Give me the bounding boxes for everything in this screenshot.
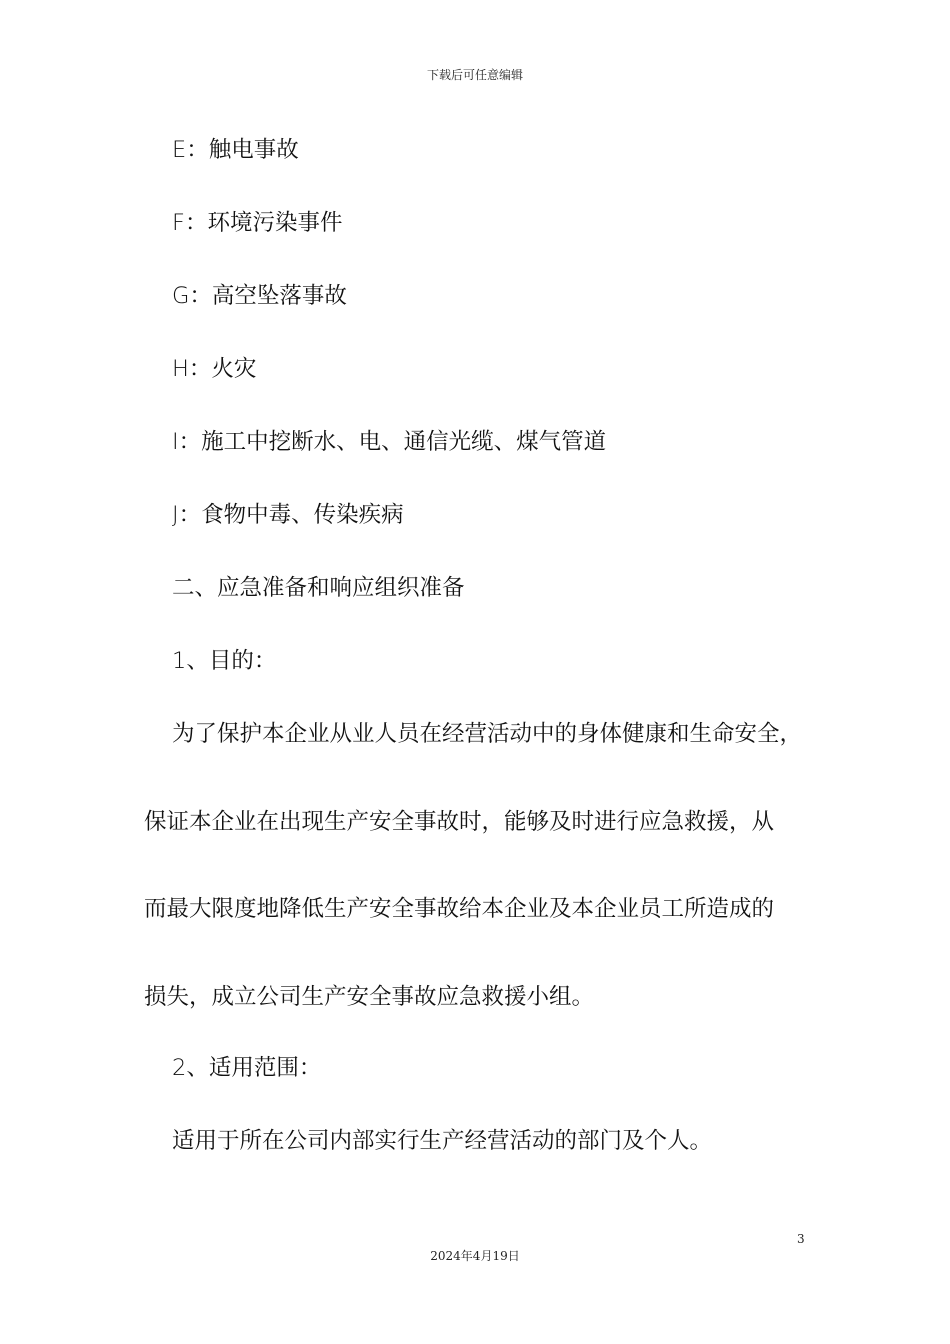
page-number: 3: [797, 1232, 805, 1246]
section-heading: 二、应急准备和响应组织准备: [172, 575, 465, 601]
purpose-paragraph-line-2: 保证本企业在出现生产安全事故时，能够及时进行应急救援，从: [144, 809, 775, 835]
purpose-paragraph-line-3: 而最大限度地降低生产安全事故给本企业及本企业员工所造成的: [144, 896, 775, 922]
scope-heading: 2、适用范围：: [172, 1055, 322, 1081]
purpose-paragraph-line-1: 为了保护本企业从业人员在经营活动中的身体健康和生命安全，: [172, 721, 803, 747]
header-note: 下载后可任意编辑: [426, 68, 523, 82]
purpose-heading: 1、目的：: [172, 648, 277, 674]
scope-paragraph: 适用于所在公司内部实行生产经营活动的部门及个人。: [172, 1128, 713, 1154]
list-item-j: J：食物中毒、传染疾病: [172, 502, 404, 528]
list-item-f: F：环境污染事件: [172, 210, 343, 236]
list-item-h: H：火灾: [172, 356, 257, 382]
purpose-paragraph-line-4: 损失，成立公司生产安全事故应急救援小组。: [144, 984, 595, 1010]
list-item-g: G：高空坠落事故: [172, 283, 347, 309]
footer-date: 2024年4月19日: [430, 1249, 520, 1263]
list-item-i: I：施工中挖断水、电、通信光缆、煤气管道: [172, 429, 607, 455]
list-item-e: E：触电事故: [172, 137, 299, 163]
